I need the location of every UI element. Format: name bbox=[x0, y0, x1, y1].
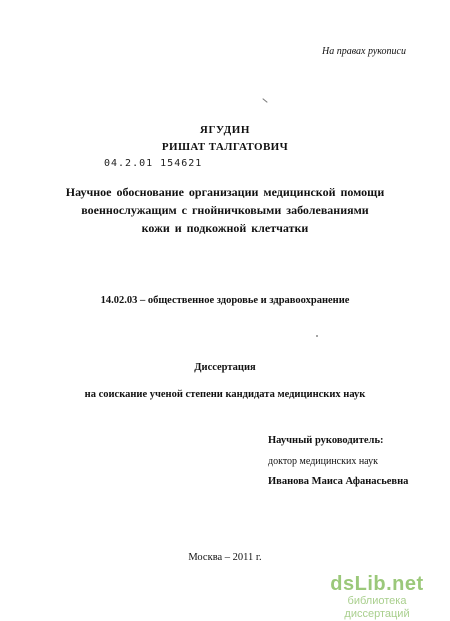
supervisor-degree: доктор медицинских наук bbox=[268, 456, 378, 467]
author-last-name: ЯГУДИН bbox=[199, 124, 251, 136]
watermark-logo: dsLib.net bbox=[330, 573, 424, 595]
title-line: военнослужащим с гнойничковыми заболеваниями bbox=[81, 203, 369, 217]
specialty-code: 14.02.03 – общественное здоровье и здравоохранение bbox=[100, 295, 350, 306]
dissertation-title bbox=[0, 183, 450, 237]
title-line: кожи и подкожной клетчатки bbox=[141, 221, 309, 235]
supervisor-name: Иванова Маиса Афанасьевна bbox=[268, 476, 409, 487]
scan-mark bbox=[262, 98, 267, 103]
document-type: Диссертация bbox=[194, 362, 256, 373]
degree-sought: на соискание ученой степени кандидата медицинских наук bbox=[84, 389, 366, 400]
rights-notice: На правах рукописи bbox=[322, 46, 406, 57]
city-year: Москва – 2011 г. bbox=[188, 552, 262, 563]
scan-speck bbox=[316, 335, 318, 337]
watermark-subtitle: библиотека диссертаций bbox=[344, 595, 410, 620]
title-line: Научное обоснование организации медицинской помощи bbox=[65, 185, 385, 199]
archive-number-stamp: 04.2.01 154621 bbox=[104, 158, 203, 169]
supervisor-label: Научный руководитель: bbox=[268, 435, 384, 446]
dslib-watermark bbox=[318, 573, 436, 621]
author-first-names: РИШАТ ТАЛГАТОВИЧ bbox=[161, 141, 289, 153]
